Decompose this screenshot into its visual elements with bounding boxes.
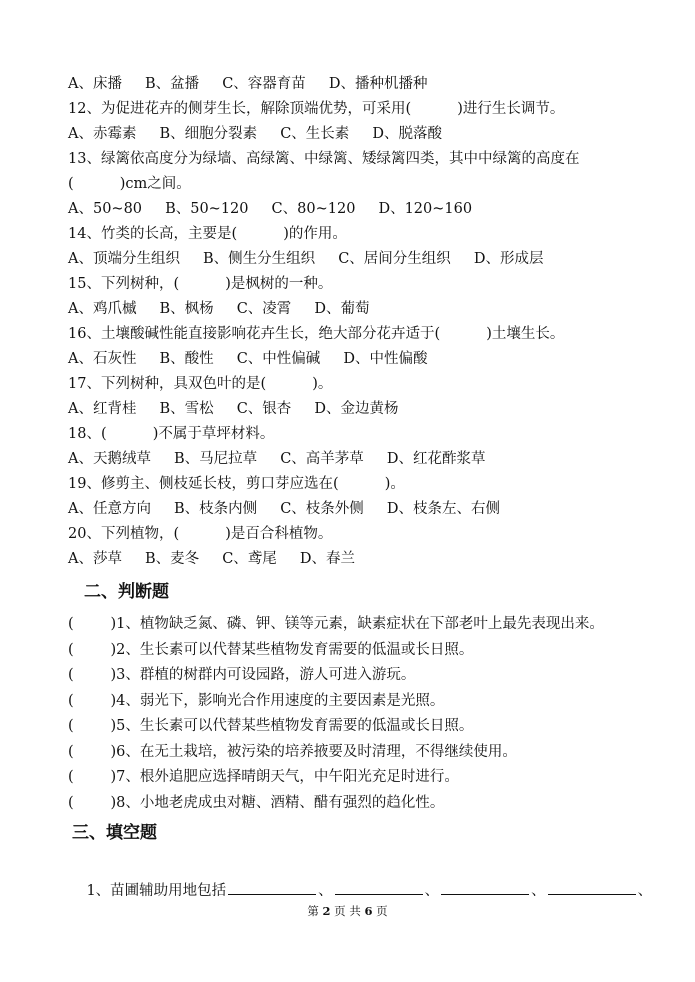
question-line: A、鸡爪槭 B、枫杨 C、凌霄 D、葡萄 — [68, 301, 370, 317]
fill-blank — [335, 880, 423, 895]
judgment-item: ( )8、小地老虎成虫对糖、酒精、醋有强烈的趋化性。 — [68, 795, 445, 811]
fill-blank — [228, 880, 316, 895]
question-line: 14、竹类的长高，主要是( )的作用。 — [68, 226, 347, 242]
question-line: A、床播 B、盆播 C、容器育苗 D、播种机播种 — [68, 76, 428, 92]
fill-separator: 、 — [637, 883, 653, 899]
judgment-item: ( )2、生长素可以代替某些植物发育需要的低温或长日照。 — [68, 642, 474, 658]
judgment-item: ( )4、弱光下，影响光合作用速度的主要因素是光照。 — [68, 693, 445, 709]
section-title-judgment: 二、判断题 — [84, 582, 169, 602]
question-line: A、顶端分生组织 B、侧生分生组织 C、居间分生组织 D、形成层 — [68, 251, 544, 267]
judgment-item: ( )1、植物缺乏氮、磷、钾、镁等元素，缺素症状在下部老叶上最先表现出来。 — [68, 616, 604, 632]
footer-prefix: 第 — [307, 904, 319, 918]
question-line: A、50~80 B、50~120 C、80~120 D、120~160 — [68, 201, 473, 217]
question-line: A、赤霉素 B、细胞分裂素 C、生长素 D、脱落酸 — [68, 126, 442, 142]
question-line: 12、为促进花卉的侧芽生长，解除顶端优势，可采用( )进行生长调节。 — [68, 101, 565, 117]
judgment-item: ( )7、根外追肥应选择晴朗天气，中午阳光充足时进行。 — [68, 769, 459, 785]
footer-current-page: 2 — [322, 904, 331, 918]
question-line: 19、修剪主、侧枝延长枝，剪口芽应选在( )。 — [68, 476, 405, 492]
question-line: ( )cm之间。 — [68, 176, 191, 192]
footer-suffix: 页 — [376, 904, 388, 918]
question-line: A、石灰性 B、酸性 C、中性偏碱 D、中性偏酸 — [68, 351, 428, 367]
question-line: A、莎草 B、麦冬 C、鸢尾 D、春兰 — [68, 551, 355, 567]
question-line: 17、下列树种，具双色叶的是( )。 — [68, 376, 333, 392]
fill-question-1-text: 1、苗圃辅助用地包括 — [86, 883, 227, 899]
question-line: 20、下列植物，( )是百合科植物。 — [68, 526, 333, 542]
judgment-item: ( )5、生长素可以代替某些植物发育需要的低温或长日照。 — [68, 718, 474, 734]
question-line: 16、土壤酸碱性能直接影响花卉生长，绝大部分花卉适于( )土壤生长。 — [68, 326, 565, 342]
fill-blank — [548, 880, 636, 895]
fill-separator: 、 — [531, 883, 546, 899]
judgment-item: ( )3、群植的树群内可设园路，游人可进入游玩。 — [68, 667, 416, 683]
footer-middle: 页 共 — [334, 904, 361, 918]
page-footer — [0, 904, 695, 918]
fill-separator: 、 — [424, 883, 440, 899]
question-line: 15、下列树种，( )是枫树的一种。 — [68, 276, 333, 292]
question-line: A、红背桂 B、雪松 C、银杏 D、金边黄杨 — [68, 401, 399, 417]
question-line: 13、绿篱依高度分为绿墙、高绿篱、中绿篱、矮绿篱四类，其中中绿篱的高度在 — [68, 151, 580, 167]
judgment-item: ( )6、在无土栽培，被污染的培养掖要及时清理，不得继续使用。 — [68, 744, 517, 760]
footer-total-pages: 6 — [364, 904, 373, 918]
question-line: A、天鹅绒草 B、马尼拉草 C、高羊茅草 D、红花酢浆草 — [68, 451, 486, 467]
fill-separator: 、 — [318, 883, 333, 899]
question-line: A、任意方向 B、枝条内侧 C、枝条外侧 D、枝条左、右侧 — [68, 501, 500, 517]
fill-blank — [441, 880, 529, 895]
section-title-fill: 三、填空题 — [72, 823, 157, 843]
question-line: 18、( )不属于草坪材料。 — [68, 426, 275, 442]
